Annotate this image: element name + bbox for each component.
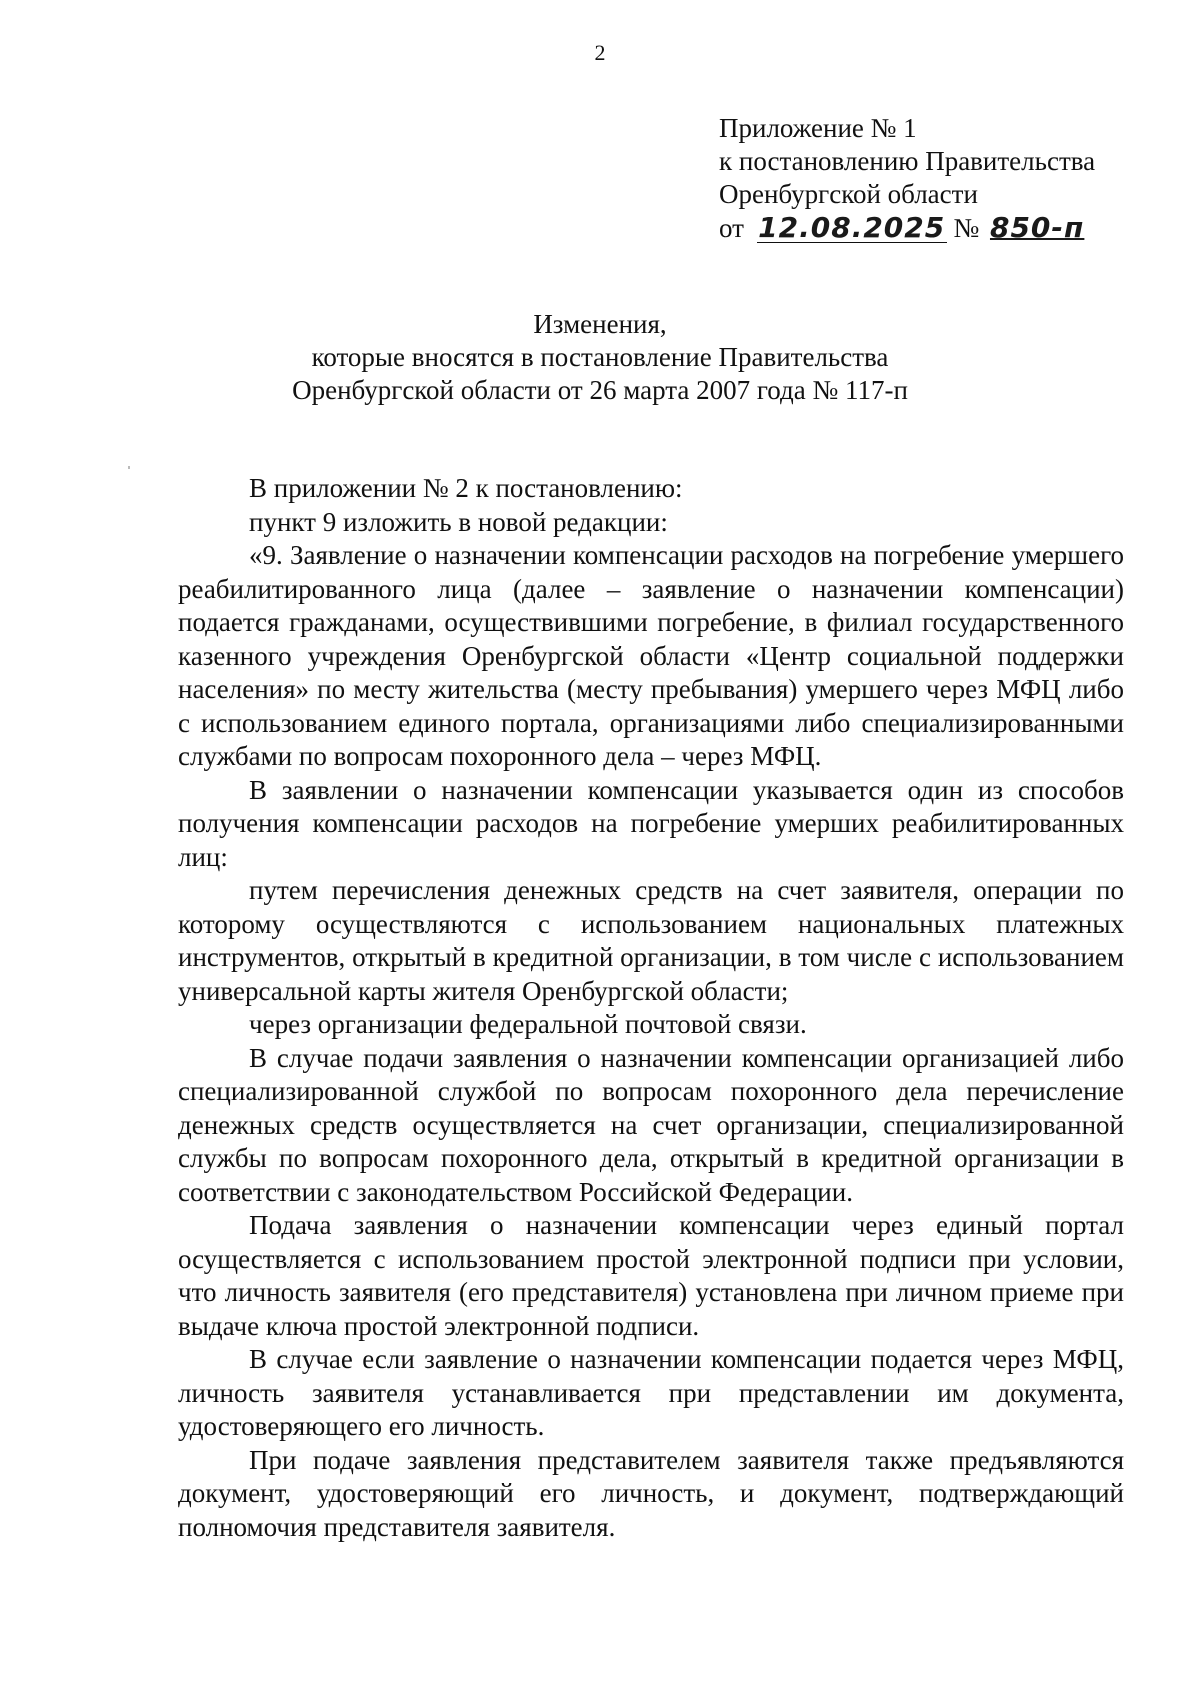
paragraph: В случае если заявление о назначении компенсации подается через МФЦ, личность заявителя устанавливается при представлении им документа, удостоверяющего его личность. (178, 1344, 1124, 1441)
page-number: 2 (594, 40, 606, 65)
appendix-date-number-line (719, 211, 1130, 245)
handwritten-date: 12.08.2025 (758, 211, 946, 244)
title-line-3: Оренбургской области от 26 марта 2007 года № 117-п (292, 375, 908, 405)
paragraph: При подаче заявления представителем заявителя также предъявляются документ, удостоверяющий его личность, и документ, подтверждающий полномочия представителя заявителя. (178, 1444, 1124, 1542)
paragraph: через организации федеральной почтовой связи. (249, 1009, 807, 1039)
title-line-1: Изменения, (533, 309, 667, 339)
paragraph: В приложении № 2 к постановлению: (249, 473, 683, 503)
appendix-line-1: Приложение № 1 (719, 113, 917, 143)
handwritten-number: 850-п (989, 211, 1085, 244)
date-prefix: от (719, 213, 744, 243)
paragraph: Подача заявления о назначении компенсации через единый портал осуществляется с использованием простой электронной подписи при условии, что личность заявителя (его представителя) установлена при личном приеме при выдаче ключа простой электронной подписи. (178, 1210, 1124, 1341)
appendix-line-2: к постановлению Правительства (719, 146, 1096, 176)
paragraph: «9. Заявление о назначении компенсации расходов на погребение умершего реабилитированного лица (далее – заявление о назначении компенсации) подается гражданами, осуществившими погребение, в филиал государственного казенного учреждения Оренбургской области «Центр социальной поддержки населения» по месту жительства (месту пребывания) умершего через МФЦ либо с использованием единого портала, организациями либо специализированными службами по вопросам похоронного дела – через МФЦ. (178, 540, 1124, 771)
paragraph: путем перечисления денежных средств на счет заявителя, операции по которому осуществляются с использованием национальных платежных инструментов, открытый в кредитной организации, в том числе с использованием универсальной карты жителя Оренбургской области; (178, 875, 1124, 1006)
scan-mark (128, 466, 130, 469)
number-prefix: № (953, 213, 980, 243)
document-body (178, 472, 1124, 1544)
paragraph: В случае подачи заявления о назначении компенсации организацией либо специализированной службой по вопросам похоронного дела перечисление денежных средств осуществляется на счет организации, специализированной службы по вопросам похоронного дела, открытый в кредитной организации в соответствии с законодательством Российской Федерации. (178, 1042, 1124, 1207)
appendix-line-3: Оренбургской области (719, 179, 978, 209)
paragraph: пункт 9 изложить в новой редакции: (249, 506, 668, 537)
title-line-2: которые вносятся в постановление Правительства (311, 342, 889, 372)
document-title (0, 308, 1200, 407)
appendix-header (719, 112, 1130, 245)
paragraph: В заявлении о назначении компенсации указывается один из способов получения компенсации расходов на погребение умерших реабилитированных лиц: (178, 774, 1124, 872)
